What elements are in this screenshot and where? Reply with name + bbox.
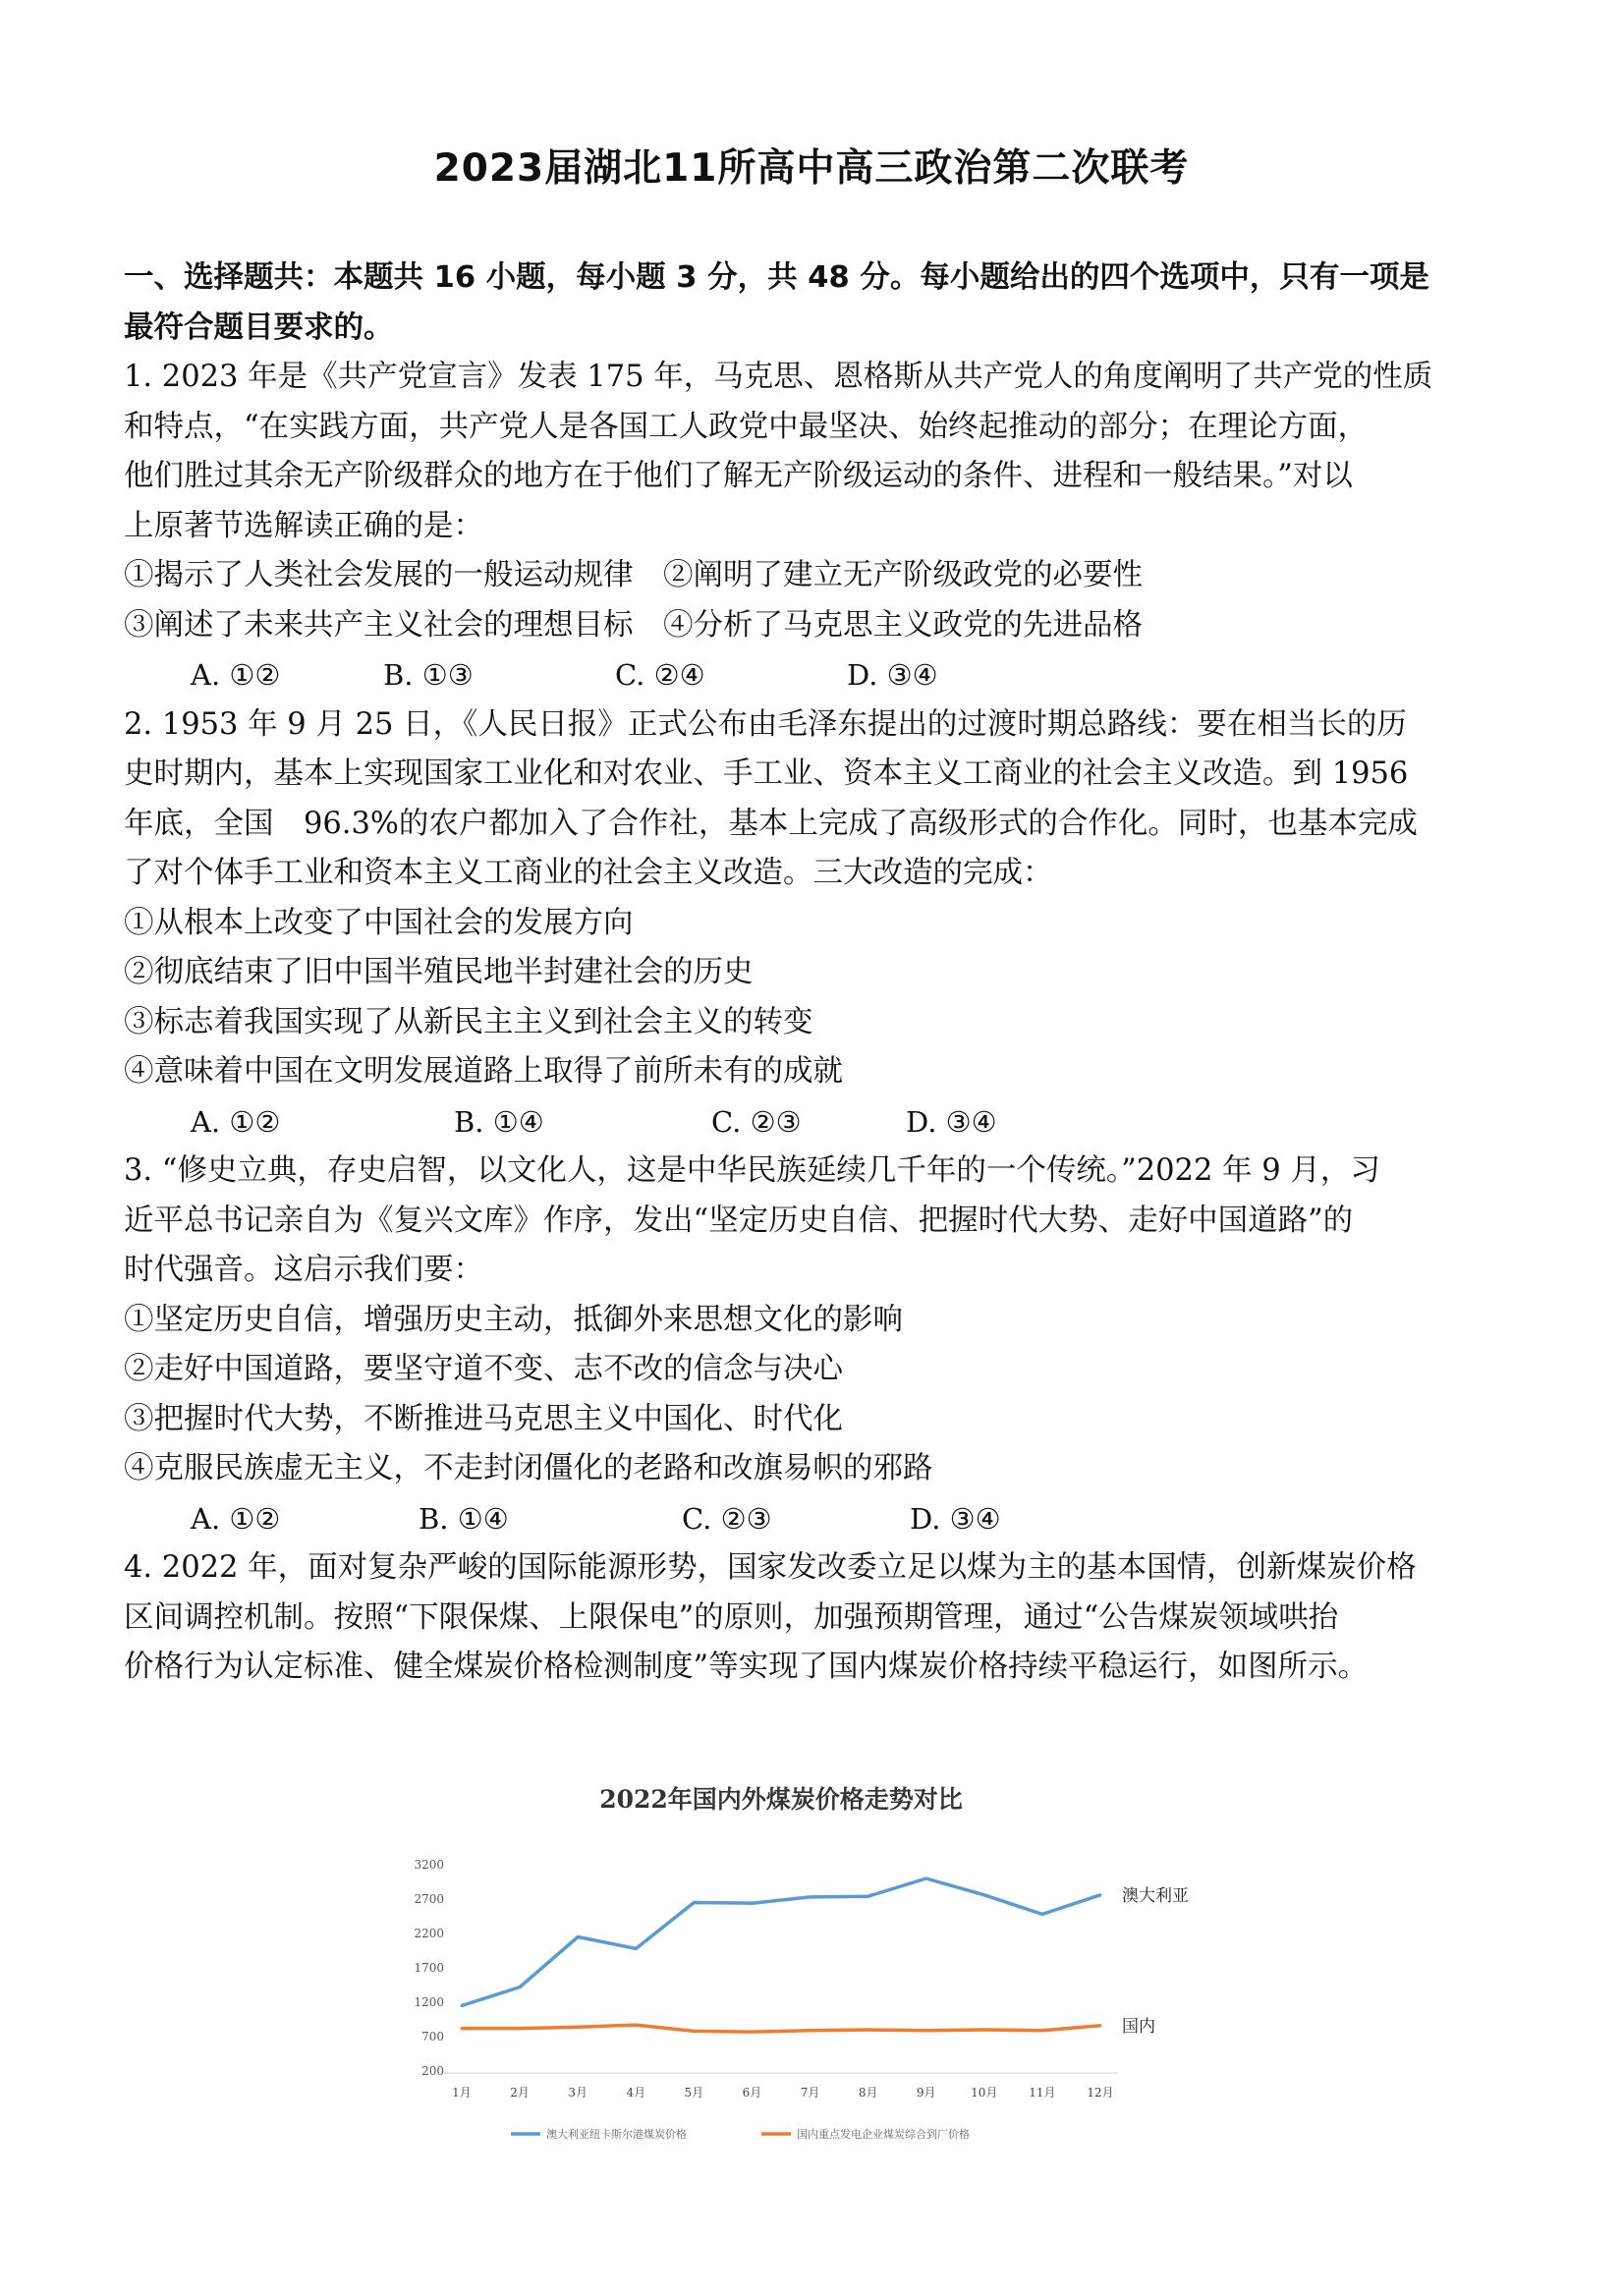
data-point bbox=[867, 1895, 869, 1898]
x-tick-label: 7月 bbox=[800, 2086, 820, 2100]
question-line: 4. 2022 年，面对复杂严峻的国际能源形势，国家发改委立足以煤为主的基本国情，创新煤炭价格 bbox=[124, 1550, 1417, 1585]
page-title: 2023届湖北11所高中高三政治第二次联考 bbox=[433, 146, 1190, 191]
question-line: 1. 2023 年是《共产党宣言》发表 175 年，马克思、恩格斯从共产党人的角度阐明了共产党的性质 bbox=[124, 360, 1433, 394]
data-point bbox=[809, 1895, 812, 1898]
section-heading-cont: 最符合题目要求的。 bbox=[124, 309, 394, 345]
exam-body bbox=[124, 253, 1519, 1693]
option-a: A. ①② bbox=[191, 1104, 281, 1139]
y-tick-label: 1700 bbox=[414, 1961, 444, 1975]
option-d: D. ③④ bbox=[910, 1501, 1001, 1536]
question-line: 近平总书记亲自为《复兴文库》作序，发出“坚定历史自信、把握时代大势、走好中国道路”的 bbox=[124, 1203, 1354, 1238]
option-a: A. ①② bbox=[191, 658, 281, 692]
question-line: 价格行为认定标准、健全煤炭价格检测制度”等实现了国内煤炭价格持续平稳运行，如图所示。 bbox=[124, 1650, 1369, 1684]
option-c: C. ②③ bbox=[711, 1104, 802, 1139]
y-tick-label: 200 bbox=[421, 2064, 444, 2078]
option-d: D. ③④ bbox=[906, 1104, 997, 1139]
x-tick-label: 4月 bbox=[626, 2086, 646, 2100]
option-b: B. ①④ bbox=[454, 1104, 544, 1139]
option-c: C. ②③ bbox=[682, 1501, 772, 1536]
statement-line: ①从根本上改变了中国社会的发展方向 bbox=[124, 905, 634, 940]
x-tick-label: 6月 bbox=[742, 2086, 762, 2100]
question-1 bbox=[124, 353, 1519, 700]
y-tick-label: 700 bbox=[421, 2030, 444, 2044]
chart-svg bbox=[388, 1770, 1253, 2163]
statement-line: ①坚定历史自信，增强历史主动，抵御外来思想文化的影响 bbox=[124, 1302, 903, 1337]
question-line: 2. 1953 年 9 月 25 日，《人民日报》正式公布由毛泽东提出的过渡时期总路线：要在相当长的历 bbox=[124, 706, 1407, 742]
statement-line: ④意味着中国在文明发展道路上取得了前所未有的成就 bbox=[124, 1054, 843, 1089]
chart-title: 2022年国内外煤炭价格走势对比 bbox=[599, 1785, 963, 1814]
statement-line: ③把握时代大势，不断推进马克思主义中国化、时代化 bbox=[124, 1401, 843, 1436]
data-point bbox=[809, 2029, 812, 2032]
statement-line: ④克服民族虚无主义，不走封闭僵化的老路和改旗易帜的邪路 bbox=[124, 1451, 933, 1485]
statement-line: ①揭示了人类社会发展的一般运动规律 ②阐明了建立无产阶级政党的必要性 bbox=[124, 558, 1143, 592]
option-d: D. ③④ bbox=[847, 658, 938, 692]
data-point bbox=[1040, 2029, 1043, 2032]
x-tick-label: 1月 bbox=[452, 2086, 472, 2100]
x-tick-label: 10月 bbox=[971, 2086, 998, 2100]
data-point bbox=[577, 1935, 580, 1938]
x-tick-label: 12月 bbox=[1087, 2086, 1114, 2100]
x-tick-label: 3月 bbox=[568, 2086, 588, 2100]
question-4 bbox=[124, 1543, 1519, 1693]
answer-options bbox=[124, 1494, 1519, 1544]
data-point bbox=[982, 2029, 985, 2032]
option-b: B. ①④ bbox=[419, 1501, 509, 1536]
data-point bbox=[635, 1947, 638, 1950]
statement-line: ②走好中国道路，要坚守道不变、志不改的信念与决心 bbox=[124, 1352, 843, 1386]
x-tick-label: 8月 bbox=[858, 2086, 878, 2100]
statement-line: ③标志着我国实现了从新民主主义到社会主义的转变 bbox=[124, 1004, 813, 1039]
legend-label: 国内重点发电企业煤炭综合到厂价格 bbox=[797, 2128, 970, 2141]
question-line: 时代强音。这启示我们要： bbox=[124, 1253, 483, 1287]
data-point bbox=[519, 1986, 522, 1988]
x-tick-label: 11月 bbox=[1029, 2086, 1056, 2100]
coal-price-chart bbox=[388, 1770, 1253, 2163]
question-line: 和特点，“在实践方面，共产党人是各国工人政党中最坚决、始终起推动的部分；在理论方面， bbox=[124, 409, 1369, 444]
data-point bbox=[577, 2026, 580, 2029]
x-tick-label: 5月 bbox=[684, 2086, 704, 2100]
series-end-label: 国内 bbox=[1122, 2016, 1155, 2037]
option-b: B. ①③ bbox=[383, 658, 474, 692]
y-tick-label: 2700 bbox=[414, 1892, 444, 1906]
series-line-1 bbox=[462, 1878, 1100, 2006]
data-point bbox=[519, 2027, 522, 2030]
option-a: A. ①② bbox=[191, 1501, 281, 1536]
data-point bbox=[693, 1901, 696, 1904]
question-line: 3. “修史立典，存史启智，以文化人，这是中华民族延续几千年的一个传统。”2022 年 9 月，习 bbox=[124, 1153, 1380, 1188]
statement-line: ③阐述了未来共产主义社会的理想目标 ④分析了马克思主义政党的先进品格 bbox=[124, 607, 1143, 643]
question-3 bbox=[124, 1147, 1519, 1543]
chart-plot-area bbox=[414, 1858, 1189, 2141]
data-point bbox=[693, 2030, 696, 2033]
y-tick-label: 3200 bbox=[414, 1858, 444, 1872]
data-point bbox=[751, 1902, 754, 1905]
data-point bbox=[982, 1893, 985, 1896]
x-tick-label: 2月 bbox=[510, 2086, 530, 2100]
y-tick-label: 2200 bbox=[414, 1927, 444, 1940]
question-line: 了对个体手工业和资本主义工商业的社会主义改造。三大改造的完成： bbox=[124, 856, 1053, 890]
answer-options bbox=[124, 650, 1519, 700]
data-point bbox=[924, 2029, 927, 2032]
data-point bbox=[867, 2029, 869, 2032]
y-tick-label: 1200 bbox=[414, 1995, 444, 2009]
statement-line: ②彻底结束了旧中国半殖民地半封建社会的历史 bbox=[124, 955, 754, 989]
data-point bbox=[461, 2027, 464, 2030]
question-line: 上原著节选解读正确的是： bbox=[124, 508, 483, 543]
option-c: C. ②④ bbox=[615, 658, 705, 692]
data-point bbox=[1099, 2024, 1102, 2027]
section-heading: 一、选择题共：本题共 16 小题，每小题 3 分，共 48 分。每小题给出的四个选项中，只有一项是 bbox=[124, 260, 1429, 295]
data-point bbox=[751, 2031, 754, 2034]
question-line: 他们胜过其余无产阶级群众的地方在于他们了解无产阶级运动的条件、进程和一般结果。”对以 bbox=[124, 459, 1353, 493]
series-end-label: 澳大利亚 bbox=[1122, 1885, 1189, 1906]
data-point bbox=[924, 1877, 927, 1880]
data-point bbox=[1099, 1893, 1102, 1896]
x-tick-label: 9月 bbox=[916, 2086, 936, 2100]
data-point bbox=[1040, 1913, 1043, 1916]
question-line: 区间调控机制。按照“下限保煤、上限保电”的原则，加强预期管理，通过“公告煤炭领域哄抬 bbox=[124, 1599, 1339, 1635]
data-point bbox=[461, 2004, 464, 2007]
series-line-2 bbox=[462, 2025, 1100, 2032]
data-point bbox=[635, 2024, 638, 2027]
question-2 bbox=[124, 700, 1519, 1148]
question-line: 史时期内，基本上实现国家工业化和对农业、手工业、资本主义工商业的社会主义改造。到 1956 bbox=[124, 756, 1409, 791]
legend-label: 澳大利亚纽卡斯尔港煤炭价格 bbox=[546, 2128, 687, 2141]
question-line: 年底，全国 96.3%的农户都加入了合作社，基本上完成了高级形式的合作化。同时，也基本完成 bbox=[124, 806, 1418, 841]
answer-options bbox=[124, 1097, 1519, 1148]
